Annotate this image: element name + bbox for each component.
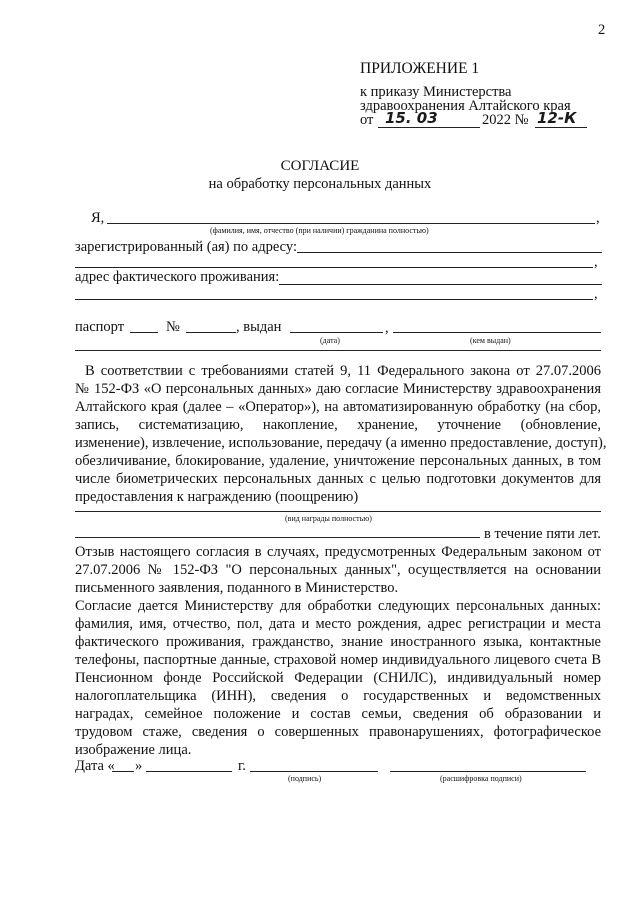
consent-line: Пенсионном фонде Российской Федерации (СНИЛС), индивидуальный номер bbox=[75, 670, 601, 686]
revocation-line: Отзыв настоящего согласия в случаях, предусмотренных Федеральным законом от bbox=[75, 544, 601, 560]
order-date-handwritten: 15. 03 bbox=[385, 109, 438, 127]
actual-address-line-1[interactable] bbox=[279, 284, 602, 285]
actual-address-line-2[interactable] bbox=[75, 299, 593, 300]
registered-line-2[interactable] bbox=[75, 267, 593, 268]
five-years-text: в течение пяти лет. bbox=[484, 526, 601, 542]
order-date-line bbox=[378, 127, 480, 128]
order-number-line bbox=[535, 127, 587, 128]
paragraph-line: обезличивание, блокирование, удаление, уничтожение персональных данных, в том bbox=[75, 453, 601, 469]
passport-issued-by-hint: (кем выдан) bbox=[470, 336, 511, 345]
consent-line: наградах, семейное положение и состав семьи, сведения об образовании и bbox=[75, 706, 601, 722]
consent-line: фактического проживания, гражданство, знание иностранного языка, контактные bbox=[75, 634, 601, 650]
passport-series-line[interactable] bbox=[130, 332, 158, 333]
paragraph-line: № 152-ФЗ «О персональных данных» даю согласие Министерству здравоохранения bbox=[75, 381, 601, 397]
revocation-line: 27.07.2006 № 152-ФЗ "О персональных данных", осуществляется на основании bbox=[75, 562, 601, 578]
paragraph-line: запись, систематизацию, накопление, хранение, уточнение (обновление, bbox=[75, 417, 601, 433]
consent-line: фамилия, имя, отчество, пол, дата и место рождения, адрес регистрации и места bbox=[75, 616, 601, 632]
actual-address-comma: , bbox=[594, 286, 598, 302]
date-quote: » bbox=[135, 758, 143, 774]
fio-comma: , bbox=[596, 210, 600, 226]
passport-issued-by-line[interactable] bbox=[393, 332, 601, 333]
paragraph-line: изменение), извлечение, использование, передачу (а именно предоставление, доступ), bbox=[75, 435, 607, 451]
passport-issued-label: , выдан bbox=[236, 319, 282, 335]
award-hint: (вид награды полностью) bbox=[285, 514, 372, 523]
actual-address-label: адрес фактического проживания: bbox=[75, 269, 280, 285]
passport-extra-line[interactable] bbox=[75, 350, 601, 351]
date-year-suffix: г. bbox=[238, 758, 246, 774]
date-prefix: Дата « bbox=[75, 758, 115, 774]
registered-label: зарегистрированный (ая) по адресу: bbox=[75, 239, 297, 255]
document-title: СОГЛАСИЕ bbox=[280, 158, 360, 174]
i-label: Я, bbox=[91, 210, 105, 226]
date-month-line[interactable] bbox=[146, 771, 232, 772]
consent-line: телефоны, паспортные данные, страховой номер индивидуального лицевого счета В bbox=[75, 652, 601, 668]
passport-date-line[interactable] bbox=[290, 332, 383, 333]
paragraph-line: числе биометрических персональных данных с целью подготовки документов для bbox=[75, 471, 601, 487]
passport-comma: , bbox=[385, 320, 389, 336]
order-number-handwritten: 12-К bbox=[537, 109, 577, 127]
passport-date-hint: (дата) bbox=[320, 336, 340, 345]
page-number: 2 bbox=[598, 22, 606, 38]
signature-decode-line[interactable] bbox=[390, 771, 586, 772]
revocation-line: письменного заявления, поданного в Министерство. bbox=[75, 580, 399, 596]
signature-hint: (подпись) bbox=[288, 774, 322, 783]
signature-line[interactable] bbox=[250, 771, 378, 772]
passport-number-line[interactable] bbox=[186, 332, 236, 333]
consent-line: трудовом стаже, сведения о совершенных правонарушениях, фотографическое bbox=[75, 724, 601, 740]
consent-line: налогоплательщика (ИНН), сведения о государственных и ведомственных bbox=[75, 688, 601, 704]
paragraph-line: В соответствии с требованиями статей 9, 11 Федерального закона от 27.07.2006 bbox=[85, 363, 601, 379]
appendix-title: ПРИЛОЖЕНИЕ 1 bbox=[360, 60, 480, 77]
passport-number-sign: № bbox=[166, 319, 180, 335]
passport-label: паспорт bbox=[75, 319, 125, 335]
consent-line: Согласие дается Министерству для обработки следующих персональных данных: bbox=[75, 598, 601, 614]
fio-line[interactable] bbox=[107, 223, 595, 224]
paragraph-line: предоставления к награждению (поощрению) bbox=[75, 489, 359, 505]
registered-line-1[interactable] bbox=[297, 252, 602, 253]
registered-comma: , bbox=[594, 254, 598, 270]
fio-hint: (фамилия, имя, отчество (при наличии) гражданина полностью) bbox=[210, 226, 429, 235]
paragraph-line: Алтайского края (далее – «Оператор»), на автоматизированную обработку (на сбор, bbox=[75, 399, 601, 415]
signature-decode-hint: (расшифровка подписи) bbox=[440, 774, 522, 783]
consent-line: изображение лица. bbox=[75, 742, 192, 758]
award-line[interactable] bbox=[75, 511, 601, 512]
award-line-2[interactable] bbox=[75, 537, 480, 538]
appendix-line-2: здравоохранения Алтайского края bbox=[360, 98, 571, 114]
date-day-line[interactable] bbox=[112, 771, 134, 772]
appendix-year: 2022 № bbox=[482, 112, 529, 128]
document-subtitle: на обработку персональных данных bbox=[208, 176, 432, 192]
appendix-line-1: к приказу Министерства bbox=[360, 84, 512, 100]
appendix-from: от bbox=[360, 112, 374, 128]
